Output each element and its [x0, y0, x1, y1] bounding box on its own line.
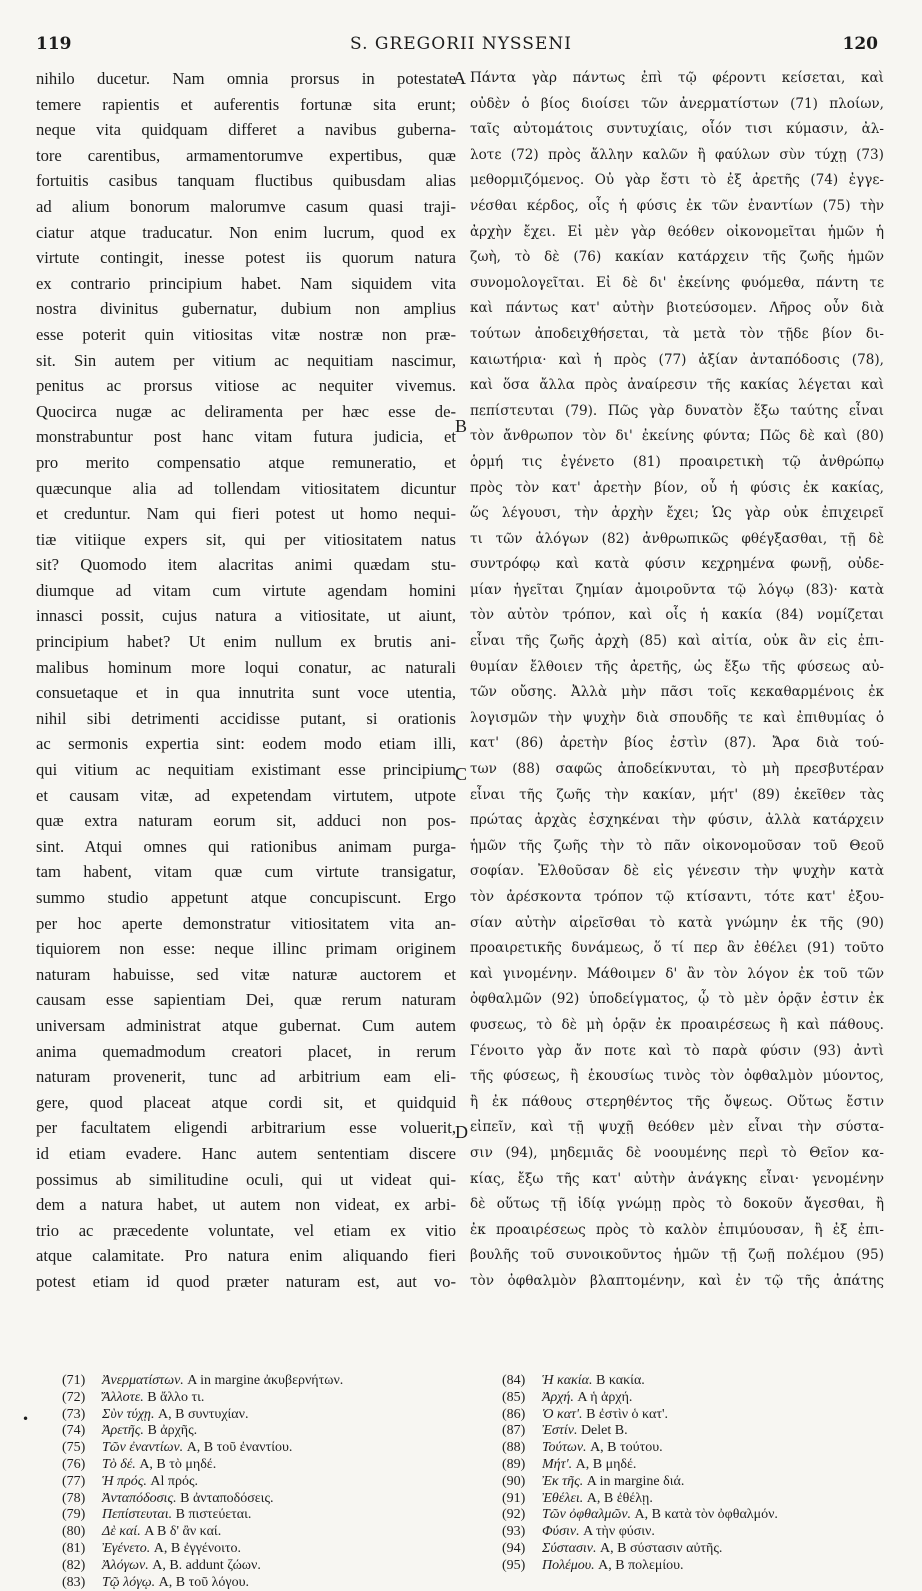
- latin-text-line: universam administrat atque gubernat. Cum autem: [36, 1015, 456, 1035]
- latin-text-line: id etiam evadere. Hanc autem sententiam discere: [36, 1143, 456, 1163]
- greek-text-line: συνομολογεῖται. Εἰ δὲ δι' ἐκείνης φυόμεθα, πάντη τε: [470, 274, 884, 291]
- footnote: [62, 1423, 462, 1440]
- greek-text-line: καὶ πάντως κατ' αὐτὴν βιοτεύσομεν. Λῆρος οὖν διὰ: [470, 300, 884, 317]
- greek-text-line: ταῖς αὐτομάτοις συντυχίαις, οἷόν τισι κύμασιν, ἀλ-: [470, 121, 884, 138]
- footnote-number: (74): [62, 1423, 86, 1439]
- footnote-lemma: Σὺν τύχῃ.: [102, 1406, 155, 1422]
- footnote-text: A in margine διά.: [583, 1473, 685, 1489]
- greek-text-line: τι τῶν ἀλόγων (82) ἀνθρωπικῶς φθέγξασθαι, τῇ δὲ: [470, 530, 884, 547]
- greek-text-line: τούτων ἀποδειχθήσεται, τὰ μετὰ τὸν τῇδε βίον δι-: [470, 325, 884, 342]
- greek-text-line: εἶναι τῆς ζωῆς ἀρχὴ (85) καὶ αἰτία, οὐκ ἂν εἰς ἐπι-: [470, 633, 884, 650]
- greek-text-line: πεπίστευται (79). Πῶς γὰρ δυνατὸν ἔξω ταύτης εἶναι: [470, 402, 884, 419]
- footnote: [502, 1440, 882, 1457]
- footnote-lemma: Ἀνταπόδοσις.: [102, 1490, 177, 1506]
- footnote: [502, 1373, 882, 1390]
- footnote-text: A, B κατὰ τὸν ὀφθαλμόν.: [631, 1507, 778, 1523]
- greek-text-line: πρώτας ἀρχὰς ἐσχηκέναι τὴν φύσιν, ἀλλὰ κατάρχειν: [470, 812, 884, 829]
- footnote-lemma: Ἡ κακία.: [542, 1373, 593, 1388]
- footnote: [502, 1474, 882, 1491]
- footnote-number: (90): [502, 1473, 526, 1489]
- footnote-text: B πιστεύεται.: [172, 1507, 252, 1523]
- greek-text-line: σοφίαν. Ἐλθοῦσαν δὲ εἰς γένεσιν τὴν ψυχὴν κατὰ: [470, 863, 884, 880]
- footnote: [62, 1407, 462, 1424]
- footnote-lemma: Ἀρχή.: [542, 1389, 574, 1405]
- latin-text-line: atque calamitate. Pro natura enim aliquando fieri: [36, 1246, 456, 1266]
- footnote: [62, 1373, 462, 1390]
- footnote-text: B ἐστὶν ὁ κατ'.: [582, 1406, 668, 1422]
- footnote: [62, 1474, 462, 1491]
- latin-text-line: pro merito compensatio atque remuneratio, et: [36, 452, 456, 472]
- greek-text-line: πρὸς τὸν κατ' ἀρετὴν βίον, οὗ ἡ φύσις ἐκ κακίας,: [470, 479, 884, 496]
- latin-text-line: penitus ac prorsus vitiose ac nequiter vivemus.: [36, 376, 456, 396]
- latin-text-line: potest etiam id quod præter naturam est, aut vo-: [36, 1271, 456, 1291]
- greek-text-line: εἰπεῖν, καὶ τῇ ψυχῇ θεόθεν μὲν εἶναι τὴν σύστα-: [470, 1119, 884, 1136]
- footnote-number: (71): [62, 1373, 86, 1388]
- latin-text-line: neque vita quidquam differet a navibus guberna-: [36, 120, 456, 140]
- footnote: [502, 1390, 882, 1407]
- latin-text-line: virtute contingit, inesse potest iis quorum natura: [36, 248, 456, 268]
- latin-text-line: principium habet? Ut enim nullum ex brutis ani-: [36, 632, 456, 652]
- footnote-number: (82): [62, 1557, 86, 1573]
- greek-text-line: καὶ ὅσα ἄλλα πρὸς ἀναίρεσιν τῆς κακίας λέγεται καὶ: [470, 377, 884, 394]
- footnote-number: (73): [62, 1406, 86, 1422]
- latin-text-line: naturam provenerit, tunc ad arbitrium eam eli-: [36, 1067, 456, 1087]
- footnote-lemma: Ἀνερματίστων.: [102, 1373, 184, 1388]
- greek-column: [470, 66, 884, 1295]
- latin-text-line: causam esse sapientiam Dei, quæ rerum naturam: [36, 990, 456, 1010]
- footnote-number: (79): [62, 1507, 86, 1523]
- footnote: [62, 1440, 462, 1457]
- footnote-number: (94): [502, 1540, 526, 1556]
- footnotes-left: [62, 1373, 462, 1591]
- latin-text-line: tiquiorem non esse: neque illinc primam originem: [36, 939, 456, 959]
- footnote-number: (80): [62, 1524, 86, 1540]
- latin-text-line: quæcunque alia ad tollendam vitiositatem dicuntur: [36, 478, 456, 498]
- greek-text-line: εἶναι τῆς ζωῆς τὴν κακίαν, μήτ' (89) ἐκεῖθεν τὰς: [470, 786, 884, 803]
- latin-text-line: naturam habuisse, sed vitæ naturæ auctorem et: [36, 964, 456, 984]
- latin-text-line: fortuitis casibus tanquam fluctibus quibusdam alias: [36, 171, 456, 191]
- greek-text-line: τῆς φύσεως, ἢ ἑκουσίως τινὸς τὸν ὀφθαλμὸν μύοντος,: [470, 1068, 884, 1085]
- greek-text-line: συντρόφῳ καὶ κατὰ φύσιν κεχρημένα φωνῇ, οὐδε-: [470, 556, 884, 573]
- latin-text-line: quæ extra naturam eorum sit, adduci non pos-: [36, 811, 456, 831]
- page-header: [0, 34, 922, 60]
- latin-text-line: et causam vitæ, ad expetendam virtutem, utpote: [36, 785, 456, 805]
- greek-text-line: ἢ ἐκ πάθους στερηθέντος τῆς ὄψεως. Οὕτως ἔστιν: [470, 1093, 884, 1110]
- footnote-text: B ἀρχῆς.: [143, 1423, 198, 1439]
- latin-text-line: tiæ vitiique expers sit, qui per vitiositatem natus: [36, 529, 456, 549]
- latin-text-line: esse poterit quin vitiositas vitæ nostræ non præ-: [36, 324, 456, 344]
- latin-text-line: consuetaque et in qua innutrita sunt voce utentia,: [36, 683, 456, 703]
- footnote-text: A, B πολεμίου.: [594, 1557, 684, 1573]
- footnote-lemma: Τῷ λόγῳ.: [102, 1574, 156, 1590]
- greek-text-line: λογισμῶν τὴν ψυχὴν διὰ σπουδῆς τε καὶ ἐπιθυμίας ὁ: [470, 709, 884, 726]
- footnote-text: A B δ' ἂν καί.: [140, 1524, 222, 1540]
- footnote: [62, 1541, 462, 1558]
- latin-text-line: nihilo ducetur. Nam omnia prorsus in potestate: [36, 69, 456, 88]
- latin-text-line: sit. Sin autem per vitium ac nequitiam nascimur,: [36, 350, 456, 370]
- footnote-lemma: Ἀλόγων.: [102, 1557, 149, 1573]
- latin-text-line: malibus hominum more loqui conatur, ac naturali: [36, 657, 456, 677]
- footnote-number: (81): [62, 1540, 86, 1556]
- greek-text-line: ζωὴ, τὸ δὲ (76) κακίαν κατάρχειν τῆς ζωῆς ἡμῶν: [470, 249, 884, 266]
- latin-text-line: ciatur atque traducatur. Non enim lucrum, quod ex: [36, 222, 456, 242]
- latin-text-line: diumque ad vitam cum virtute agendam homini: [36, 580, 456, 600]
- greek-text-line: Γένοιτο γὰρ ἄν ποτε καὶ τὸ παρὰ φύσιν (93) ἀντὶ: [470, 1042, 884, 1059]
- footnote-text: A, B σύστασιν αὐτῆς.: [596, 1540, 723, 1556]
- greek-text-line: των (88) σαφῶς ἀποδείκνυται, τὸ μὴ πρεσβυτέραν: [470, 761, 884, 778]
- greek-text-line: καιωτήρια· καὶ ἡ πρὸς (77) ἀξίαν ἀνταπόδοσις (78),: [470, 351, 884, 368]
- greek-text-line: ὁρμή τις ἐγένετο (81) προαιρετικὴ τῷ ἀνθρώπῳ: [470, 453, 884, 470]
- footnote-text: A, B τούτου.: [586, 1440, 663, 1456]
- footnote-number: (83): [62, 1574, 86, 1590]
- greek-text-line: ὥς λέγουσι, τὴν ἀρχὴν ἔχει; Ὡς γὰρ οὐκ ἐπιχειρεῖ: [470, 505, 884, 522]
- latin-text-line: nihil sibi detrimenti accidisse putant, si orationis: [36, 708, 456, 728]
- greek-text-line: προαιρετικῆς δυνάμεως, ὅ τί περ ἂν ἐθέλει (91) τοῦτο: [470, 940, 884, 957]
- latin-text-line: dem a natura habet, ut autem non videat, ex arbi-: [36, 1195, 456, 1215]
- footnote-text: A τὴν φύσιν.: [579, 1524, 655, 1540]
- latin-text-line: anima quemadmodum creatori placet, in rerum: [36, 1041, 456, 1061]
- latin-text-line: monstrabuntur post hanc vitam futura judicia, et: [36, 427, 456, 447]
- margin-marker-b: B: [455, 416, 468, 436]
- greek-text-line: τὸν ἀρέσκοντα τρόπον τῷ κτίσαντι, τότε κατ' ἐξου-: [470, 889, 884, 905]
- footnote-text: B κακία.: [592, 1373, 645, 1388]
- footnote-lemma: Ἐγένετο.: [102, 1540, 151, 1556]
- footnote: [62, 1457, 462, 1474]
- footnote-lemma: Μήτ'.: [542, 1456, 573, 1472]
- footnote: [502, 1423, 882, 1440]
- footnote-text: A, B τοῦ λόγου.: [155, 1574, 250, 1590]
- margin-marker-d: D: [455, 1122, 468, 1142]
- greek-text-line: τὸν ἄνθρωπον τὸν δι' ἐκείνης φύντα; Πῶς δὲ καὶ (80): [470, 428, 884, 445]
- footnote-number: (72): [62, 1389, 86, 1405]
- footnote: [502, 1457, 882, 1474]
- footnote-number: (87): [502, 1423, 526, 1439]
- footnote-lemma: Πολέμου.: [542, 1557, 595, 1573]
- footnote: [62, 1491, 462, 1508]
- footnote-text: A, B μηδέ.: [572, 1456, 637, 1472]
- footnote: [502, 1541, 882, 1558]
- latin-text-line: possimus ab similitudine oculi, qui ut videat qui-: [36, 1169, 456, 1189]
- footnote-text: A, B τοῦ ἐναντίου.: [183, 1440, 293, 1456]
- latin-text-line: per facultatem eligendi arbitrarium esse voluerit,: [36, 1118, 456, 1138]
- footnote: [62, 1390, 462, 1407]
- latin-text-line: nostra divinitus gubernatur, dubium non amplius: [36, 299, 456, 319]
- running-title: S. GREGORII NYSSENI: [350, 34, 572, 54]
- greek-text-line: Πάντα γὰρ πάντως ἐπὶ τῷ φέροντι κείσεται, καὶ: [470, 70, 884, 86]
- footnote-lemma: Ἀρετῆς.: [102, 1423, 144, 1439]
- latin-text-line: ac sermonis expertia sint: eodem modo etiam illi,: [36, 734, 456, 754]
- footnote-lemma: Τούτων.: [542, 1440, 587, 1456]
- footnote-text: Delet B.: [577, 1423, 628, 1439]
- footnote: [502, 1524, 882, 1541]
- footnote: [502, 1558, 882, 1575]
- latin-text-line: Quocirca nugæ ac deliramenta per hæc esse de-: [36, 401, 456, 421]
- latin-text-line: tore carentibus, armamentorumve expertibus, quæ: [36, 145, 456, 165]
- latin-text-line: temere rapientis et auferentis fortunæ sita erunt;: [36, 94, 456, 114]
- footnote: [502, 1507, 882, 1524]
- footnote: [502, 1407, 882, 1424]
- greek-text-line: ἐκ προαιρέσεως πρὸς τὸ καλὸν ἐπιμύουσαν, ἢ ἐξ ἐπι-: [470, 1221, 884, 1238]
- footnote-text: A in margine ἀκυβερνήτων.: [183, 1373, 344, 1388]
- footnote: [502, 1491, 882, 1508]
- greek-text-line: δὲ οὕτως τῇ ἰδίᾳ γνώμῃ πρὸς τὸ δοκοῦν ἄγεσθαι, ἢ: [470, 1196, 884, 1213]
- footnote-lemma: Τῶν ἐναντίων.: [102, 1440, 184, 1456]
- footnote-lemma: Δὲ καί.: [102, 1524, 141, 1540]
- latin-text-line: tam habent, vitam quæ cum virtute transigatur,: [36, 862, 456, 882]
- footnote-lemma: Φύσιν.: [542, 1524, 580, 1540]
- margin-marker-c: C: [455, 764, 468, 784]
- footnote-number: (85): [502, 1389, 526, 1405]
- footnotes-right: [502, 1373, 882, 1575]
- greek-text-line: ἡμῶν τῆς ζωῆς τὴν τὸ πᾶν οἰκονομοῦσαν τοῦ Θεοῦ: [470, 837, 884, 854]
- greek-text-line: φυσεως, τὸ δὲ μὴ ὁρᾷν ἐκ προαιρέσεως ἢ καὶ πάθους.: [470, 1016, 884, 1033]
- footnote-lemma: Τῶν ὀφθαλμῶν.: [542, 1507, 632, 1523]
- greek-text-line: τὸν αὐτὸν τρόπον, καὶ οἷς ἡ κακία (84) νομίζεται: [470, 607, 884, 624]
- footnote-number: (84): [502, 1373, 526, 1388]
- footnote: [62, 1575, 462, 1591]
- greek-text-line: σίαν αὐτὴν αἱρεῖσθαι τὸ κατὰ γνώμην ἐκ τῆς (90): [470, 914, 884, 931]
- latin-text-line: ad alium bonorum malorumve casum quasi traji-: [36, 196, 456, 216]
- footnote-lemma: Ἡ πρός.: [102, 1473, 147, 1489]
- footnote-lemma: Πεπίστευται.: [102, 1507, 173, 1523]
- greek-text-line: τῶν οὔσης. Ἀλλὰ μὴν πᾶσι τοῖς κεκαθαρμένοις ἐκ: [470, 684, 884, 701]
- footnote: [62, 1524, 462, 1541]
- greek-text-line: μίαν ἡγεῖται ζημίαν ἀμοιροῦντα τῷ λόγῳ (83)· κατὰ: [470, 581, 884, 598]
- footnote-number: (91): [502, 1490, 526, 1506]
- greek-text-line: ὀφθαλμῶν (92) ὑποδείγματος, ᾧ τὸ μὲν ὁρᾷν ἐστιν ἐκ: [470, 991, 884, 1008]
- greek-text-line: κίας, ἔξω τῆς κατ' αὐτὴν ἀνάγκης εἶναι· γενομένην: [470, 1170, 884, 1187]
- greek-text-line: κατ' (86) ἀρετὴν βίος ἐστὶν (87). Ἄρα διὰ τού-: [470, 735, 884, 752]
- greek-text-line: μεθορμιζόμενος. Οὐ γὰρ ἔστι τὸ ἐξ ἀρετῆς (74) ἐγγε-: [470, 172, 884, 189]
- footnote-text: A, B τὸ μηδέ.: [135, 1456, 217, 1472]
- footnote-text: A, B ἐθέλῃ.: [583, 1490, 653, 1506]
- right-page-number: 120: [842, 34, 878, 54]
- latin-column: [36, 66, 456, 1295]
- left-page-number: 119: [36, 34, 72, 54]
- footnote-lemma: Ἐθέλει.: [542, 1490, 584, 1506]
- footnote-lemma: Σύστασιν.: [542, 1540, 597, 1556]
- footnote-number: (75): [62, 1440, 86, 1456]
- footnote-text: A ἡ ἀρχή.: [573, 1389, 633, 1405]
- footnote-number: (89): [502, 1456, 526, 1472]
- footnote-text: B ἄλλο τι.: [143, 1389, 205, 1405]
- footnote-lemma: Ἐστίν.: [542, 1423, 578, 1439]
- footnote-number: (78): [62, 1490, 86, 1506]
- footnote-text: A, B. addunt ζώων.: [148, 1557, 261, 1573]
- footnote-lemma: Ἄλλοτε.: [102, 1389, 144, 1405]
- margin-marker-a: A: [453, 68, 466, 88]
- latin-text-line: sint. Atqui omnes qui rationibus animam purga-: [36, 836, 456, 856]
- greek-text-line: τὸν ὀφθαλμὸν βλαπτομένην, καὶ ἐν τῷ τῆς ἀπάτης: [470, 1272, 884, 1289]
- footnote-lemma: Ὁ κατ'.: [542, 1406, 583, 1422]
- footnote-number: (95): [502, 1557, 526, 1573]
- latin-text-line: sit? Quomodo item alacritas animi quædam stu-: [36, 555, 456, 575]
- footnote-number: (86): [502, 1406, 526, 1422]
- footnote: [62, 1507, 462, 1524]
- footnote-text: B ἀνταποδόσεις.: [176, 1490, 274, 1506]
- latin-text-line: summo studio appetunt atque concupiscunt. Ergo: [36, 888, 456, 907]
- greek-text-line: λοτε (72) πρὸς ἄλλην καλῶν ἢ φαύλων σὺν τύχῃ (73): [470, 146, 884, 163]
- greek-text-line: θυμίαν ἔλθοιεν τῆς ἀρετῆς, ὡς ἔξω τῆς φύσεως αὐ-: [470, 658, 884, 675]
- greek-text-line: βουλῆς τοῦ συνοικοῦντος ἡμῶν τῇ ζωῇ πολέμου (95): [470, 1247, 884, 1264]
- greek-text-line: καὶ γινομένην. Μάθοιμεν δ' ἂν τὸν λόγον ἐκ τοῦ τῶν: [470, 965, 884, 982]
- footnote-number: (88): [502, 1440, 526, 1456]
- footnote-number: (93): [502, 1524, 526, 1540]
- footnote-text: Al πρός.: [146, 1473, 199, 1489]
- footnote-lemma: Τὸ δέ.: [102, 1456, 136, 1472]
- latin-text-line: qui vitium ac nequitiam existimant esse principium: [36, 760, 456, 780]
- greek-text-line: σιν (94), μηδεμιᾶς δὲ νοουμένης περὶ τὸ Θεῖον κα-: [470, 1144, 884, 1161]
- footnote-number: (77): [62, 1473, 86, 1489]
- footnote-text: A, B ἐγγένοιτο.: [150, 1540, 242, 1556]
- latin-text-line: trio ac præcedente voluntate, vel etiam ex vitio: [36, 1220, 456, 1240]
- stray-mark: •: [22, 1412, 30, 1426]
- footnote: [62, 1558, 462, 1575]
- greek-text-line: ἀρχὴν ἔχει. Εἰ μὲν γὰρ θεόθεν οἰκονομεῖται ἡμῶν ἡ: [470, 223, 884, 240]
- latin-text-line: et creduntur. Nam qui fieri potest ut homo nequi-: [36, 504, 456, 524]
- greek-text-line: νέσθαι κέρδος, οἷς ἡ φύσις ἐκ τῶν ἐναντίων (75) τὴν: [470, 197, 884, 214]
- greek-text-line: οὐδὲν ὁ βίος διοίσει τῶν ἀνερματίστων (71) πλοίων,: [470, 95, 884, 112]
- footnote-text: A, B συντυχίαν.: [154, 1406, 249, 1422]
- latin-text-line: innasci possit, cujus natura a vitiositate, ut aiunt,: [36, 606, 456, 626]
- footnote-lemma: Ἐκ τῆς.: [542, 1473, 584, 1489]
- latin-text-line: per hoc aperte demonstratur vitiositatem vita an-: [36, 913, 456, 933]
- footnote-number: (92): [502, 1507, 526, 1523]
- footnote-number: (76): [62, 1456, 86, 1472]
- latin-text-line: ex contrario principium habet. Nam siquidem vita: [36, 273, 456, 293]
- latin-text-line: gere, quod placeat atque cordi sit, et quidquid: [36, 1092, 456, 1112]
